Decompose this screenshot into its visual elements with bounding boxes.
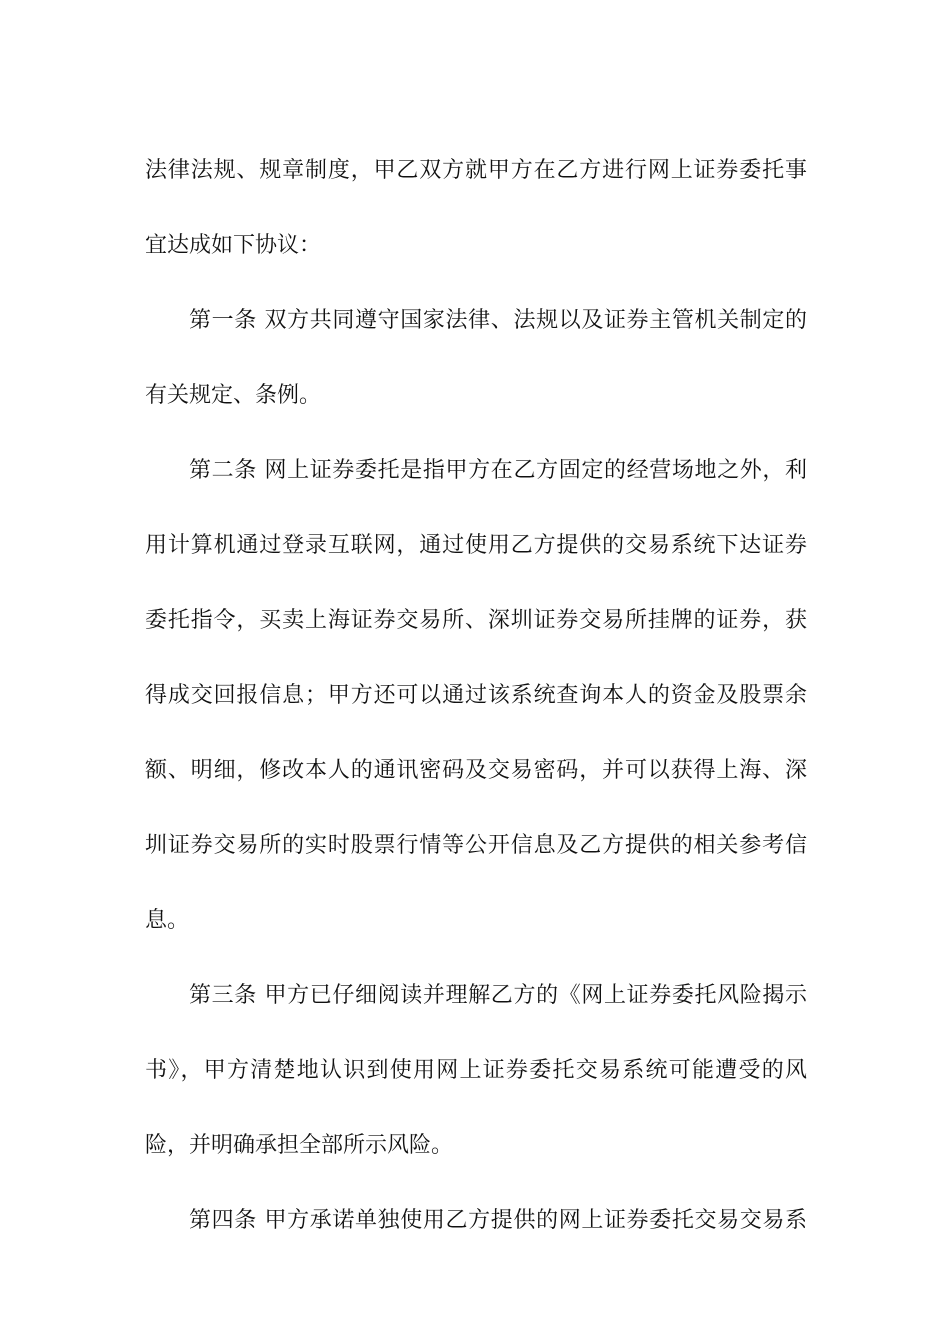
article-1-line-1: 第一条 双方共同遵守国家法律、法规以及证券主管机关制定的 xyxy=(189,308,807,333)
article-4-line-1: 第四条 甲方承诺单独使用乙方提供的网上证券委托交易交易系 xyxy=(189,1208,807,1233)
article-2-line-3: 委托指令，买卖上海证券交易所、深圳证券交易所挂牌的证券，获 xyxy=(145,608,807,633)
article-2-line-2: 用计算机通过登录互联网，通过使用乙方提供的交易系统下达证券 xyxy=(145,533,807,558)
article-2-line-4: 得成交回报信息；甲方还可以通过该系统查询本人的资金及股票余 xyxy=(145,683,807,708)
article-2-line-5: 额、明细，修改本人的通讯密码及交易密码，并可以获得上海、深 xyxy=(145,758,807,783)
article-3-line-1: 第三条 甲方已仔细阅读并理解乙方的《网上证券委托风险揭示 xyxy=(189,983,807,1008)
article-1-line-2: 有关规定、条例。 xyxy=(145,383,322,408)
text-line-1: 法律法规、规章制度，甲乙双方就甲方在乙方进行网上证券委托事 xyxy=(145,158,807,183)
article-3-line-3: 险，并明确承担全部所示风险。 xyxy=(145,1133,454,1158)
article-2-line-1: 第二条 网上证券委托是指甲方在乙方固定的经营场地之外，利 xyxy=(189,458,807,483)
text-line-2: 宜达成如下协议： xyxy=(145,233,322,258)
article-2-line-7: 息。 xyxy=(145,908,190,933)
article-2-line-6: 圳证券交易所的实时股票行情等公开信息及乙方提供的相关参考信 xyxy=(145,833,807,858)
document-body xyxy=(145,133,807,1258)
article-3-line-2: 书》，甲方清楚地认识到使用网上证券委托交易系统可能遭受的风 xyxy=(145,1058,807,1083)
